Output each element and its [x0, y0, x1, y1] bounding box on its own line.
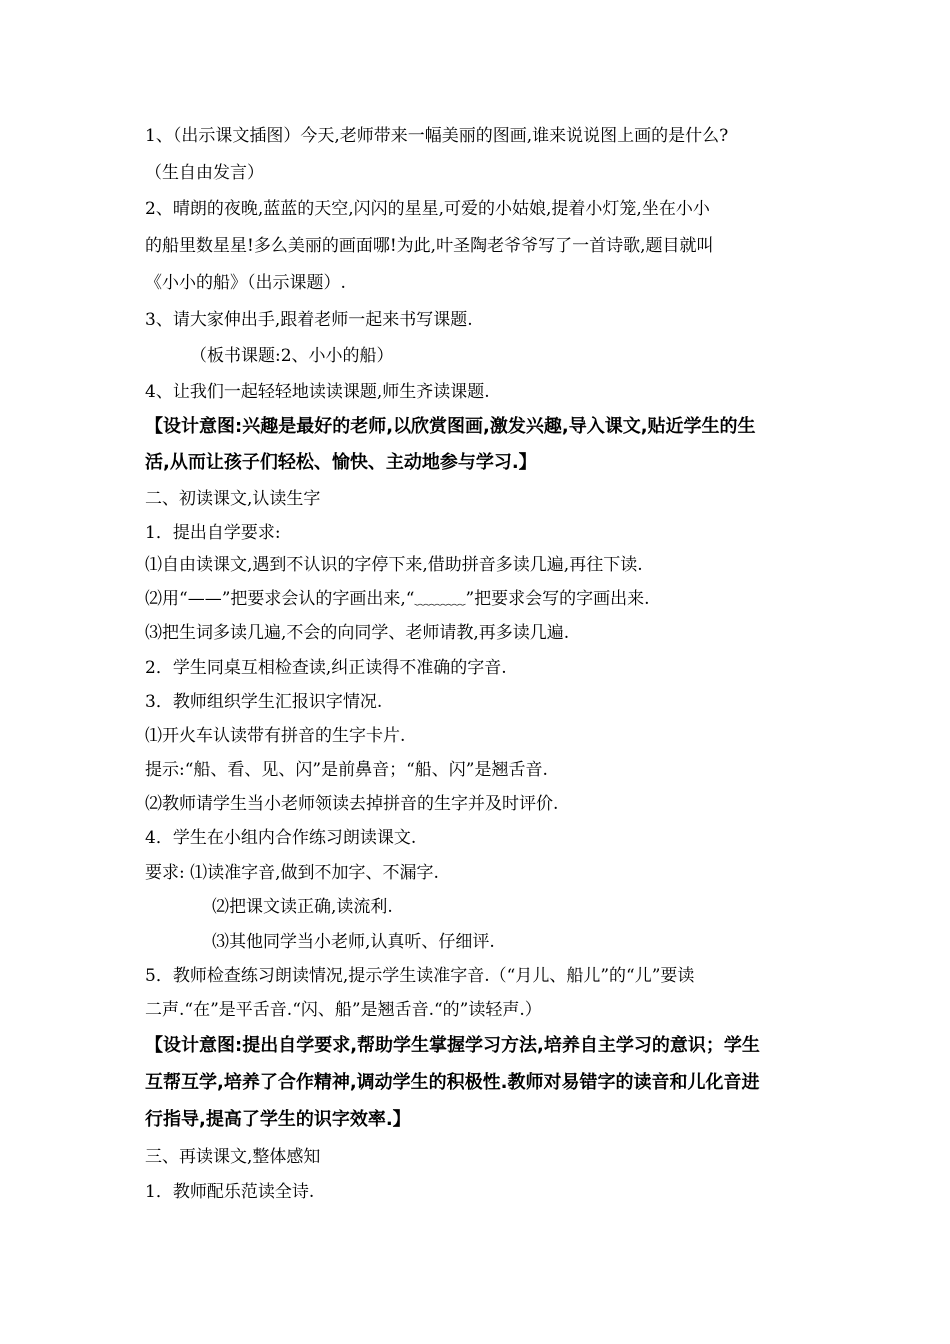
- text-line-intro-1: 1、（出示课文插图）今天,老师带来一幅美丽的图画,谁来说说图上画的是什么?: [145, 126, 729, 146]
- text-line-req-3: ⑶把生词多读几遍,不会的向同学、老师请教,再多读几遍.: [145, 623, 570, 643]
- text-line-requirement-1: 要求: ⑴读准字音,做到不加字、不漏字.: [145, 863, 439, 883]
- text-line-check-1: 5．教师检查练习朗读情况,提示学生读准字音.（“月儿、船儿”的“儿”要读: [145, 966, 695, 986]
- text-line-requirement-3: ⑶其他同学当小老师,认真听、仔细评.: [212, 932, 495, 952]
- text-line-board-title: （板书课题:2、小小的船）: [190, 346, 394, 366]
- text-line-write-title: 3、请大家伸出手,跟着老师一起来书写课题.: [145, 310, 473, 330]
- text-line-check-2: 二声.“在”是平舌音.“闪、船”是翘舌音.“的”读轻声.）: [145, 1000, 542, 1020]
- text-line-report: 3．教师组织学生汇报识字情况.: [145, 692, 383, 712]
- text-line-scene-3: 《小小的船》（出示课题）.: [145, 273, 346, 293]
- section-heading-2: 二、初读课文,认读生字: [145, 489, 321, 509]
- text-line-group-read: 4．学生在小组内合作练习朗读课文.: [145, 828, 417, 848]
- text-line-cards: ⑴开火车认读带有拼音的生字卡片.: [145, 726, 406, 746]
- text-line-hint: 提示:“船、看、见、闪”是前鼻音；“船、闪”是翘舌音.: [145, 760, 548, 780]
- text-line-self-study: 1．提出自学要求:: [145, 523, 281, 543]
- text-line-scene-2: 的船里数星星!多么美丽的画面哪!为此,叶圣陶老爷爷写了一首诗歌,题目就叫: [145, 236, 714, 256]
- text-line-model-read: 1．教师配乐范读全诗.: [145, 1182, 315, 1202]
- text-line-requirement-2: ⑵把课文读正确,读流利.: [212, 897, 393, 917]
- design-intent-2-line-3: 行指导,提高了学生的识字效率.】: [145, 1109, 411, 1130]
- text-line-lead-read: ⑵教师请学生当小老师领读去掉拼音的生字并及时评价.: [145, 794, 559, 814]
- design-intent-2-line-2: 互帮互学,培养了合作精神,调动学生的积极性.教师对易错字的读音和儿化音进: [145, 1072, 760, 1093]
- text-line-req-1: ⑴自由读课文,遇到不认识的字停下来,借助拼音多读几遍,再往下读.: [145, 555, 643, 575]
- text-line-req-2: ⑵用“——”把要求会认的字画出来,“﹏﹏﹏”把要求会写的字画出来.: [145, 589, 650, 609]
- text-line-scene-1: 2、晴朗的夜晚,蓝蓝的天空,闪闪的星星,可爱的小姑娘,提着小灯笼,坐在小小: [145, 199, 710, 219]
- design-intent-1-line-2: 活,从而让孩子们轻松、愉快、主动地参与学习.】: [145, 452, 537, 473]
- design-intent-1-line-1: 【设计意图:兴趣是最好的老师,以欣赏图画,激发兴趣,导入课文,贴近学生的生: [145, 416, 756, 437]
- text-line-intro-2: （生自由发言）: [145, 163, 264, 183]
- section-heading-3: 三、再读课文,整体感知: [145, 1147, 321, 1167]
- text-line-read-title: 4、让我们一起轻轻地读读课题,师生齐读课题.: [145, 382, 490, 402]
- text-line-peer-check: 2．学生同桌互相检查读,纠正读得不准确的字音.: [145, 658, 507, 678]
- design-intent-2-line-1: 【设计意图:提出自学要求,帮助学生掌握学习方法,培养自主学习的意识；学生: [145, 1035, 760, 1056]
